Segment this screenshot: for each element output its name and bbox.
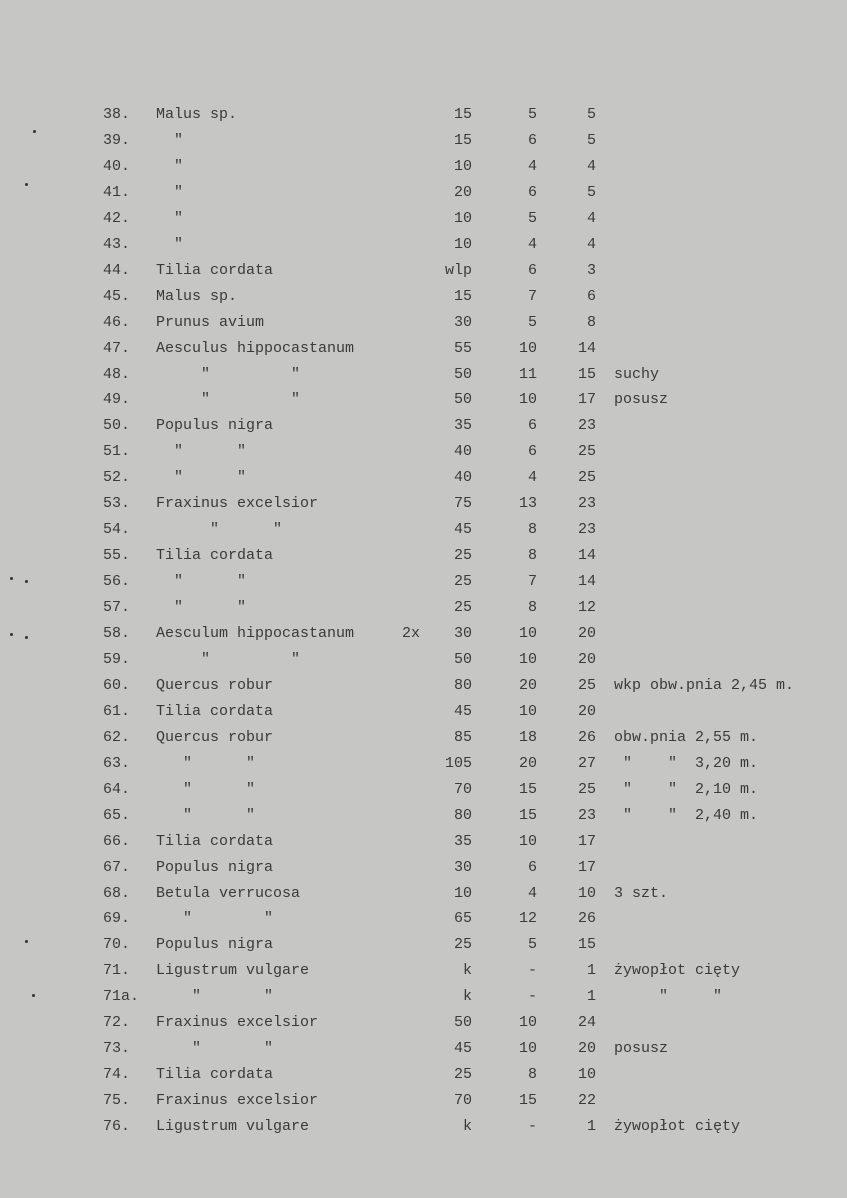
height-value: 4	[586, 157, 596, 175]
species-name: Ligustrum vulgare	[156, 962, 310, 980]
height-value: 15	[577, 365, 596, 383]
species-name: Betula verrucosa	[156, 884, 301, 902]
diameter-value: 50	[453, 650, 472, 668]
height-value: 25	[577, 443, 596, 461]
species-name: Ligustrum vulgare	[156, 1118, 310, 1136]
row-number: 54.	[103, 521, 131, 539]
species-name: Quercus robur	[156, 676, 274, 694]
diameter-value: 15	[453, 106, 472, 123]
diameter-value: 30	[453, 625, 472, 642]
inventory-row	[0, 571, 847, 593]
inventory-row	[0, 156, 847, 178]
crown-value: 7	[527, 287, 537, 305]
diameter-value: 10	[453, 209, 472, 227]
row-number: 73.	[103, 1040, 131, 1058]
inventory-row	[0, 364, 847, 386]
inventory-row	[0, 182, 847, 204]
row-number: 59.	[103, 650, 131, 668]
remark: posusz	[614, 1040, 669, 1058]
diameter-value: 35	[453, 832, 472, 850]
diameter-value: 85	[453, 728, 472, 746]
height-value: 25	[577, 676, 596, 694]
row-number: 40.	[103, 157, 131, 175]
diameter-value: 35	[453, 417, 472, 435]
crown-value: 5	[527, 209, 537, 227]
row-number: 64.	[103, 780, 131, 798]
height-value: 26	[577, 728, 596, 746]
inventory-row	[0, 805, 847, 827]
crown-value: 20	[518, 754, 537, 772]
species-name: "	[156, 209, 184, 227]
inventory-row	[0, 831, 847, 853]
height-value: 15	[577, 936, 596, 954]
height-value: 14	[577, 339, 596, 357]
species-name: " "	[156, 988, 274, 1006]
inventory-row	[0, 1064, 847, 1086]
height-value: 6	[586, 287, 596, 305]
species-name: Populus nigra	[156, 858, 274, 876]
height-value: 25	[577, 780, 596, 798]
crown-value: -	[527, 988, 537, 1006]
diameter-value: 70	[453, 780, 472, 798]
crown-value: 6	[527, 183, 537, 201]
crown-value: 6	[527, 261, 537, 279]
crown-value: 10	[518, 625, 537, 642]
crown-value: 8	[527, 521, 537, 539]
row-number: 62.	[103, 728, 131, 746]
crown-value: 4	[527, 469, 537, 487]
species-name: " "	[156, 754, 256, 772]
height-value: 20	[577, 702, 596, 720]
height-value: 14	[577, 547, 596, 565]
diameter-value: k	[462, 962, 472, 980]
diameter-value: k	[462, 988, 472, 1006]
inventory-row	[0, 986, 847, 1008]
crown-value: -	[527, 962, 537, 980]
diameter-value: wlp	[444, 261, 472, 279]
row-number: 69.	[103, 910, 131, 928]
remark: żywopłot cięty	[614, 1118, 741, 1136]
multiplier-prefix: 2x	[401, 625, 420, 642]
margin-mark	[32, 994, 35, 997]
diameter-value: 70	[453, 1092, 472, 1110]
crown-value: 6	[527, 131, 537, 149]
species-name: Populus nigra	[156, 417, 274, 435]
row-number: 51.	[103, 443, 131, 461]
diameter-value: 25	[453, 547, 472, 565]
crown-value: 4	[527, 157, 537, 175]
inventory-row	[0, 389, 847, 411]
diameter-value: 80	[453, 676, 472, 694]
crown-value: 5	[527, 106, 537, 123]
row-number: 74.	[103, 1066, 131, 1084]
diameter-value: 50	[453, 365, 472, 383]
diameter-value: 15	[453, 131, 472, 149]
species-name: Malus sp.	[156, 106, 238, 123]
diameter-value: 45	[453, 1040, 472, 1058]
crown-value: 6	[527, 443, 537, 461]
row-number: 67.	[103, 858, 131, 876]
height-value: 10	[577, 884, 596, 902]
inventory-row	[0, 260, 847, 282]
row-number: 71.	[103, 962, 131, 980]
row-number: 55.	[103, 547, 131, 565]
height-value: 4	[586, 235, 596, 253]
inventory-row	[0, 493, 847, 515]
row-number: 58.	[103, 625, 131, 642]
height-value: 12	[577, 599, 596, 617]
species-name: " "	[156, 806, 256, 824]
species-name: Prunus avium	[156, 313, 265, 331]
species-name: " "	[156, 599, 247, 617]
remark: suchy	[614, 365, 660, 383]
inventory-row	[0, 597, 847, 619]
diameter-value: 10	[453, 235, 472, 253]
remark: " " 3,20 m.	[614, 754, 759, 772]
diameter-value: 25	[453, 1066, 472, 1084]
diameter-value: 25	[453, 599, 472, 617]
crown-value: 7	[527, 573, 537, 591]
margin-mark	[25, 580, 28, 583]
height-value: 5	[586, 183, 596, 201]
diameter-value: 50	[453, 391, 472, 409]
inventory-row	[0, 1012, 847, 1034]
crown-value: 5	[527, 936, 537, 954]
species-name: " "	[156, 443, 247, 461]
species-name: Fraxinus excelsior	[156, 495, 319, 513]
crown-value: 10	[518, 832, 537, 850]
inventory-row	[0, 753, 847, 775]
height-value: 23	[577, 495, 596, 513]
row-number: 65.	[103, 806, 131, 824]
inventory-row	[0, 1090, 847, 1112]
species-name: Fraxinus excelsior	[156, 1014, 319, 1032]
height-value: 17	[577, 858, 596, 876]
species-name: Quercus robur	[156, 728, 274, 746]
crown-value: 8	[527, 599, 537, 617]
inventory-row	[0, 1038, 847, 1060]
height-value: 1	[586, 1118, 596, 1136]
diameter-value: 25	[453, 573, 472, 591]
species-name: Fraxinus excelsior	[156, 1092, 319, 1110]
height-value: 20	[577, 1040, 596, 1058]
inventory-row	[0, 441, 847, 463]
row-number: 60.	[103, 676, 131, 694]
row-number: 41.	[103, 183, 131, 201]
crown-value: 6	[527, 417, 537, 435]
crown-value: 5	[527, 313, 537, 331]
inventory-row	[0, 779, 847, 801]
inventory-row	[0, 234, 847, 256]
row-number: 76.	[103, 1118, 131, 1136]
diameter-value: 10	[453, 884, 472, 902]
crown-value: 15	[518, 1092, 537, 1110]
inventory-row	[0, 727, 847, 749]
species-name: " "	[156, 1040, 274, 1058]
row-number: 52.	[103, 469, 131, 487]
species-name: Aesculum hippocastanum	[156, 625, 355, 642]
row-number: 49.	[103, 391, 131, 409]
species-name: " "	[156, 469, 247, 487]
diameter-value: 30	[453, 858, 472, 876]
inventory-row	[0, 883, 847, 905]
species-name: " "	[156, 650, 301, 668]
row-number: 42.	[103, 209, 131, 227]
height-value: 8	[586, 313, 596, 331]
height-value: 4	[586, 209, 596, 227]
height-value: 3	[586, 261, 596, 279]
diameter-value: 75	[453, 495, 472, 513]
height-value: 23	[577, 806, 596, 824]
row-number: 50.	[103, 417, 131, 435]
height-value: 20	[577, 625, 596, 642]
species-name: Tilia cordata	[156, 261, 274, 279]
inventory-row	[0, 623, 847, 645]
crown-value: 13	[518, 495, 537, 513]
margin-mark	[25, 183, 28, 186]
height-value: 17	[577, 391, 596, 409]
row-number: 61.	[103, 702, 131, 720]
row-number: 38.	[103, 106, 131, 123]
margin-mark	[25, 940, 28, 943]
crown-value: 10	[518, 650, 537, 668]
inventory-row	[0, 286, 847, 308]
height-value: 20	[577, 650, 596, 668]
row-number: 63.	[103, 754, 131, 772]
row-number: 53.	[103, 495, 131, 513]
row-number: 66.	[103, 832, 131, 850]
diameter-value: 50	[453, 1014, 472, 1032]
diameter-value: k	[462, 1118, 472, 1136]
crown-value: -	[527, 1118, 537, 1136]
species-name: " "	[156, 910, 274, 928]
inventory-row	[0, 130, 847, 152]
row-number: 47.	[103, 339, 131, 357]
margin-mark	[10, 633, 13, 636]
species-name: " "	[156, 573, 247, 591]
row-number: 71a.	[103, 988, 140, 1006]
inventory-row	[0, 908, 847, 930]
row-number: 44.	[103, 261, 131, 279]
inventory-row	[0, 857, 847, 879]
inventory-row	[0, 649, 847, 671]
row-number: 75.	[103, 1092, 131, 1110]
diameter-value: 65	[453, 910, 472, 928]
species-name: Tilia cordata	[156, 702, 274, 720]
species-name: "	[156, 131, 184, 149]
inventory-row	[0, 312, 847, 334]
crown-value: 10	[518, 391, 537, 409]
inventory-row	[0, 545, 847, 567]
margin-mark	[10, 577, 13, 580]
diameter-value: 30	[453, 313, 472, 331]
species-name: Tilia cordata	[156, 547, 274, 565]
inventory-row	[0, 701, 847, 723]
height-value: 23	[577, 521, 596, 539]
diameter-value: 45	[453, 702, 472, 720]
row-number: 72.	[103, 1014, 131, 1032]
crown-value: 10	[518, 1040, 537, 1058]
row-number: 46.	[103, 313, 131, 331]
species-name: Aesculus hippocastanum	[156, 339, 355, 357]
row-number: 57.	[103, 599, 131, 617]
diameter-value: 40	[453, 469, 472, 487]
inventory-row	[0, 415, 847, 437]
species-name: "	[156, 183, 184, 201]
row-number: 43.	[103, 235, 131, 253]
crown-value: 10	[518, 339, 537, 357]
species-name: " "	[156, 780, 256, 798]
crown-value: 11	[518, 365, 537, 383]
species-name: "	[156, 157, 184, 175]
species-name: "	[156, 235, 184, 253]
species-name: " "	[156, 521, 283, 539]
species-name: Populus nigra	[156, 936, 274, 954]
crown-value: 4	[527, 884, 537, 902]
row-number: 45.	[103, 287, 131, 305]
crown-value: 4	[527, 235, 537, 253]
height-value: 23	[577, 417, 596, 435]
remark: " "	[614, 988, 723, 1006]
inventory-row	[0, 208, 847, 230]
remark: 3 szt.	[614, 884, 669, 902]
row-number: 39.	[103, 131, 131, 149]
species-name: " "	[156, 391, 301, 409]
margin-mark	[25, 636, 28, 639]
species-name: " "	[156, 365, 301, 383]
diameter-value: 45	[453, 521, 472, 539]
inventory-row	[0, 1116, 847, 1138]
species-name: Tilia cordata	[156, 832, 274, 850]
inventory-row	[0, 104, 847, 126]
remark: obw.pnia 2,55 m.	[614, 728, 759, 746]
margin-mark	[33, 130, 36, 133]
crown-value: 18	[518, 728, 537, 746]
diameter-value: 10	[453, 157, 472, 175]
inventory-row	[0, 675, 847, 697]
inventory-row	[0, 467, 847, 489]
inventory-row	[0, 960, 847, 982]
height-value: 27	[577, 754, 596, 772]
height-value: 26	[577, 910, 596, 928]
height-value: 1	[586, 962, 596, 980]
row-number: 70.	[103, 936, 131, 954]
crown-value: 15	[518, 780, 537, 798]
crown-value: 10	[518, 702, 537, 720]
inventory-row	[0, 934, 847, 956]
height-value: 5	[586, 131, 596, 149]
diameter-value: 15	[453, 287, 472, 305]
species-name: Malus sp.	[156, 287, 238, 305]
remark: posusz	[614, 391, 669, 409]
height-value: 25	[577, 469, 596, 487]
remark: wkp obw.pnia 2,45 m.	[614, 676, 795, 694]
remark: żywopłot cięty	[614, 962, 741, 980]
height-value: 24	[577, 1014, 596, 1032]
row-number: 56.	[103, 573, 131, 591]
crown-value: 6	[527, 858, 537, 876]
diameter-value: 25	[453, 936, 472, 954]
species-name: Tilia cordata	[156, 1066, 274, 1084]
height-value: 1	[586, 988, 596, 1006]
diameter-value: 20	[453, 183, 472, 201]
remark: " " 2,40 m.	[614, 806, 759, 824]
height-value: 14	[577, 573, 596, 591]
crown-value: 8	[527, 1066, 537, 1084]
diameter-value: 40	[453, 443, 472, 461]
crown-value: 8	[527, 547, 537, 565]
row-number: 68.	[103, 884, 131, 902]
diameter-value: 55	[453, 339, 472, 357]
crown-value: 10	[518, 1014, 537, 1032]
height-value: 5	[586, 106, 596, 123]
diameter-value: 80	[453, 806, 472, 824]
diameter-value: 105	[444, 754, 472, 772]
crown-value: 20	[518, 676, 537, 694]
height-value: 22	[577, 1092, 596, 1110]
remark: " " 2,10 m.	[614, 780, 759, 798]
height-value: 10	[577, 1066, 596, 1084]
crown-value: 15	[518, 806, 537, 824]
inventory-row	[0, 338, 847, 360]
row-number: 48.	[103, 365, 131, 383]
crown-value: 12	[518, 910, 537, 928]
inventory-row	[0, 519, 847, 541]
height-value: 17	[577, 832, 596, 850]
